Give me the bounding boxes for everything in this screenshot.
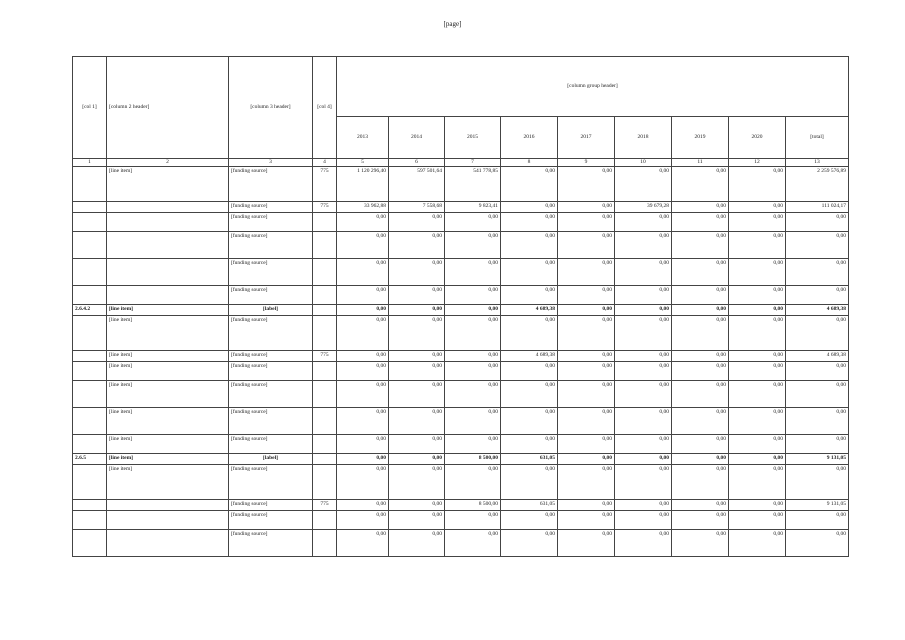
row-name: [line item]	[107, 316, 229, 351]
row-value: 0,00	[729, 454, 786, 465]
header-year: 2014	[389, 117, 445, 159]
row-kbk	[313, 465, 337, 500]
row-value: 0,00	[501, 465, 558, 500]
row-source: [funding source]	[229, 511, 313, 530]
row-value: 0,00	[558, 202, 615, 213]
table-row	[73, 362, 849, 381]
row-kbk: 775	[313, 500, 337, 511]
row-value: 0,00	[672, 316, 729, 351]
row-name	[107, 511, 229, 530]
row-value: 0,00	[445, 213, 501, 232]
row-value: 0,00	[729, 316, 786, 351]
row-value: 0,00	[672, 213, 729, 232]
index-row	[73, 159, 849, 167]
row-value: 0,00	[558, 167, 615, 202]
index-cell: 5	[337, 159, 389, 167]
row-value: 0,00	[501, 362, 558, 381]
row-value: 0,00	[672, 286, 729, 305]
row-value: 0,00	[337, 213, 389, 232]
table-row	[73, 167, 849, 202]
row-value: 0,00	[337, 454, 389, 465]
row-code	[73, 213, 107, 232]
header-year: 2019	[672, 117, 729, 159]
row-kbk	[313, 435, 337, 454]
row-value: 0,00	[389, 351, 445, 362]
row-code	[73, 500, 107, 511]
row-source: [funding source]	[229, 408, 313, 435]
row-kbk	[313, 408, 337, 435]
row-source: [funding source]	[229, 213, 313, 232]
header-col4: [col 4]	[313, 57, 337, 159]
table-row	[73, 202, 849, 213]
row-value: 0,00	[729, 435, 786, 454]
row-value: 0,00	[501, 316, 558, 351]
header-year: 2016	[501, 117, 558, 159]
row-value: 0,00	[615, 465, 672, 500]
row-kbk	[313, 530, 337, 557]
row-value: 0,00	[729, 286, 786, 305]
row-name	[107, 213, 229, 232]
row-value: 0,00	[501, 202, 558, 213]
index-cell: 13	[786, 159, 849, 167]
row-value: 33 962,88	[337, 202, 389, 213]
row-value: 0,00	[337, 259, 389, 286]
row-kbk	[313, 259, 337, 286]
row-value: 0,00	[615, 362, 672, 381]
row-kbk	[313, 316, 337, 351]
header-year: 2018	[615, 117, 672, 159]
row-value: 0,00	[337, 511, 389, 530]
table-row	[73, 408, 849, 435]
row-total: 0,00	[786, 511, 849, 530]
row-kbk	[313, 511, 337, 530]
row-value: 0,00	[389, 465, 445, 500]
header-year: 2017	[558, 117, 615, 159]
row-value: 0,00	[615, 167, 672, 202]
row-value: 0,00	[445, 316, 501, 351]
row-value: 0,00	[445, 286, 501, 305]
row-value: 541 778,85	[445, 167, 501, 202]
row-total: 0,00	[786, 465, 849, 500]
row-value: 0,00	[389, 381, 445, 408]
table-row	[73, 351, 849, 362]
row-value: 0,00	[445, 362, 501, 381]
row-value: 0,00	[445, 381, 501, 408]
row-value: 0,00	[501, 381, 558, 408]
index-cell: 12	[729, 159, 786, 167]
row-total: 0,00	[786, 316, 849, 351]
row-kbk	[313, 232, 337, 259]
page-number: [page]	[443, 20, 462, 28]
row-value: 0,00	[672, 381, 729, 408]
table-row	[73, 286, 849, 305]
row-value: 9 823,41	[445, 202, 501, 213]
row-value: 0,00	[615, 351, 672, 362]
row-value: 0,00	[672, 362, 729, 381]
row-value: 0,00	[501, 511, 558, 530]
row-value: 0,00	[672, 232, 729, 259]
row-value: 39 679,28	[615, 202, 672, 213]
row-value: 0,00	[729, 351, 786, 362]
row-value: 0,00	[558, 465, 615, 500]
row-value: 0,00	[389, 454, 445, 465]
row-value: 0,00	[615, 408, 672, 435]
row-code	[73, 511, 107, 530]
row-total: 9 131,05	[786, 454, 849, 465]
row-value: 0,00	[615, 530, 672, 557]
row-value: 0,00	[729, 213, 786, 232]
row-value: 0,00	[389, 232, 445, 259]
row-value: 0,00	[558, 213, 615, 232]
row-value: 0,00	[729, 500, 786, 511]
row-source: [label]	[229, 454, 313, 465]
index-cell: 9	[558, 159, 615, 167]
table-row	[73, 530, 849, 557]
table-row	[73, 435, 849, 454]
row-value: 0,00	[445, 530, 501, 557]
row-value: 0,00	[389, 213, 445, 232]
row-name	[107, 202, 229, 213]
row-value: 1 120 296,40	[337, 167, 389, 202]
row-source: [funding source]	[229, 435, 313, 454]
row-code	[73, 202, 107, 213]
row-value: 0,00	[558, 408, 615, 435]
row-total: 0,00	[786, 362, 849, 381]
row-value: 0,00	[729, 202, 786, 213]
row-source: [funding source]	[229, 362, 313, 381]
row-value: 0,00	[337, 408, 389, 435]
row-value: 0,00	[615, 259, 672, 286]
table-row	[73, 465, 849, 500]
row-value: 0,00	[389, 530, 445, 557]
row-value: 0,00	[337, 362, 389, 381]
row-value: 0,00	[729, 530, 786, 557]
row-total: 4 689,38	[786, 351, 849, 362]
row-value: 0,00	[389, 435, 445, 454]
row-value: 4 689,38	[501, 351, 558, 362]
row-name: [line item]	[107, 465, 229, 500]
row-kbk: 775	[313, 202, 337, 213]
row-value: 0,00	[672, 305, 729, 316]
row-value: 7 558,68	[389, 202, 445, 213]
row-source: [funding source]	[229, 465, 313, 500]
row-total: 2 259 576,89	[786, 167, 849, 202]
row-code	[73, 465, 107, 500]
row-name: [line item]	[107, 351, 229, 362]
row-total: 111 024,17	[786, 202, 849, 213]
row-code	[73, 362, 107, 381]
row-total: 0,00	[786, 381, 849, 408]
row-name: [line item]	[107, 305, 229, 316]
table-row	[73, 381, 849, 408]
table-row	[73, 511, 849, 530]
row-value: 0,00	[672, 511, 729, 530]
row-value: 0,00	[445, 305, 501, 316]
header-year: 2020	[729, 117, 786, 159]
row-code	[73, 408, 107, 435]
row-kbk	[313, 362, 337, 381]
row-value: 8 500,00	[445, 454, 501, 465]
row-code	[73, 530, 107, 557]
row-value: 0,00	[337, 465, 389, 500]
row-value: 0,00	[337, 530, 389, 557]
row-value: 0,00	[337, 232, 389, 259]
row-code	[73, 435, 107, 454]
row-value: 0,00	[389, 408, 445, 435]
row-source: [funding source]	[229, 232, 313, 259]
row-value: 0,00	[558, 511, 615, 530]
row-value: 0,00	[389, 316, 445, 351]
row-value: 0,00	[729, 305, 786, 316]
row-total: 0,00	[786, 408, 849, 435]
row-code	[73, 381, 107, 408]
header-col3: [column 3 header]	[229, 57, 313, 159]
row-name	[107, 232, 229, 259]
row-value: 8 500,00	[445, 500, 501, 511]
header-total: [total]	[786, 117, 849, 159]
budget-table	[72, 56, 849, 557]
row-name	[107, 530, 229, 557]
index-cell: 2	[107, 159, 229, 167]
row-value: 0,00	[672, 408, 729, 435]
index-cell: 6	[389, 159, 445, 167]
row-value: 0,00	[672, 530, 729, 557]
table-row	[73, 500, 849, 511]
row-code	[73, 316, 107, 351]
row-value: 0,00	[445, 351, 501, 362]
row-source: [label]	[229, 305, 313, 316]
index-cell: 3	[229, 159, 313, 167]
row-value: 0,00	[672, 435, 729, 454]
row-value: 0,00	[672, 202, 729, 213]
row-source: [funding source]	[229, 351, 313, 362]
row-value: 0,00	[615, 213, 672, 232]
row-code	[73, 286, 107, 305]
row-value: 0,00	[558, 454, 615, 465]
row-value: 0,00	[615, 316, 672, 351]
row-value: 0,00	[729, 511, 786, 530]
row-name: [line item]	[107, 381, 229, 408]
row-value: 0,00	[389, 362, 445, 381]
header-col2: [column 2 header]	[107, 57, 229, 159]
row-value: 0,00	[337, 381, 389, 408]
row-value: 0,00	[672, 465, 729, 500]
index-cell: 11	[672, 159, 729, 167]
row-total: 0,00	[786, 232, 849, 259]
row-value: 0,00	[729, 362, 786, 381]
row-name	[107, 259, 229, 286]
row-kbk	[313, 454, 337, 465]
row-value: 0,00	[501, 213, 558, 232]
row-total: 0,00	[786, 435, 849, 454]
row-value: 0,00	[615, 305, 672, 316]
row-source: [funding source]	[229, 500, 313, 511]
row-value: 0,00	[501, 286, 558, 305]
row-kbk: 775	[313, 167, 337, 202]
row-value: 0,00	[615, 381, 672, 408]
row-value: 0,00	[558, 435, 615, 454]
row-value: 0,00	[558, 286, 615, 305]
row-value: 0,00	[445, 465, 501, 500]
row-value: 0,00	[615, 232, 672, 259]
row-value: 0,00	[389, 259, 445, 286]
row-value: 0,00	[558, 232, 615, 259]
row-value: 0,00	[729, 167, 786, 202]
row-value: 0,00	[445, 408, 501, 435]
row-value: 0,00	[445, 232, 501, 259]
row-total: 0,00	[786, 213, 849, 232]
row-code	[73, 167, 107, 202]
row-value: 0,00	[558, 530, 615, 557]
table-row	[73, 305, 849, 316]
row-value: 631,05	[501, 454, 558, 465]
row-total: 4 689,38	[786, 305, 849, 316]
row-source: [funding source]	[229, 167, 313, 202]
index-cell: 7	[445, 159, 501, 167]
row-value: 0,00	[337, 305, 389, 316]
row-value: 0,00	[445, 435, 501, 454]
row-name: [line item]	[107, 454, 229, 465]
row-value: 0,00	[615, 454, 672, 465]
row-value: 0,00	[337, 351, 389, 362]
row-source: [funding source]	[229, 316, 313, 351]
row-value: 0,00	[445, 259, 501, 286]
row-total: 0,00	[786, 286, 849, 305]
row-total: 0,00	[786, 259, 849, 286]
row-value: 0,00	[501, 232, 558, 259]
row-value: 0,00	[337, 500, 389, 511]
row-value: 0,00	[389, 500, 445, 511]
row-value: 0,00	[558, 362, 615, 381]
header-group: [column group header]	[337, 57, 849, 117]
row-value: 0,00	[501, 530, 558, 557]
row-value: 0,00	[672, 259, 729, 286]
row-value: 0,00	[558, 305, 615, 316]
row-value: 0,00	[389, 305, 445, 316]
row-code: 2.6.4.2	[73, 305, 107, 316]
row-name	[107, 500, 229, 511]
row-total: 0,00	[786, 530, 849, 557]
table-row	[73, 454, 849, 465]
table-row	[73, 232, 849, 259]
row-value: 0,00	[672, 500, 729, 511]
index-cell: 4	[313, 159, 337, 167]
row-total: 9 131,05	[786, 500, 849, 511]
header-year: 2015	[445, 117, 501, 159]
row-source: [funding source]	[229, 530, 313, 557]
row-value: 0,00	[337, 316, 389, 351]
row-kbk	[313, 381, 337, 408]
row-code	[73, 259, 107, 286]
row-value: 0,00	[672, 351, 729, 362]
row-name	[107, 286, 229, 305]
row-value: 0,00	[558, 316, 615, 351]
row-value: 631,05	[501, 500, 558, 511]
row-code	[73, 232, 107, 259]
row-value: 0,00	[558, 381, 615, 408]
row-value: 4 689,38	[501, 305, 558, 316]
row-value: 0,00	[615, 286, 672, 305]
row-source: [funding source]	[229, 259, 313, 286]
row-value: 0,00	[615, 511, 672, 530]
row-value: 0,00	[501, 408, 558, 435]
row-kbk	[313, 213, 337, 232]
row-kbk	[313, 286, 337, 305]
row-name: [line item]	[107, 362, 229, 381]
index-cell: 8	[501, 159, 558, 167]
row-value: 0,00	[615, 435, 672, 454]
row-code	[73, 351, 107, 362]
row-value: 0,00	[729, 259, 786, 286]
header-col1: [col 1]	[73, 57, 107, 159]
table-row	[73, 316, 849, 351]
row-name: [line item]	[107, 167, 229, 202]
row-value: 0,00	[558, 351, 615, 362]
row-value: 0,00	[337, 435, 389, 454]
row-name: [line item]	[107, 408, 229, 435]
row-source: [funding source]	[229, 286, 313, 305]
row-value: 0,00	[615, 500, 672, 511]
row-value: 0,00	[672, 167, 729, 202]
row-value: 0,00	[672, 454, 729, 465]
header-year: 2013	[337, 117, 389, 159]
row-value: 0,00	[389, 286, 445, 305]
row-value: 0,00	[729, 408, 786, 435]
row-value: 0,00	[558, 500, 615, 511]
row-source: [funding source]	[229, 381, 313, 408]
row-source: [funding source]	[229, 202, 313, 213]
index-cell: 10	[615, 159, 672, 167]
row-value: 0,00	[558, 259, 615, 286]
table-row	[73, 213, 849, 232]
row-kbk: 775	[313, 351, 337, 362]
index-cell: 1	[73, 159, 107, 167]
row-value: 0,00	[389, 511, 445, 530]
table-row	[73, 259, 849, 286]
row-value: 597 501,64	[389, 167, 445, 202]
row-value: 0,00	[729, 465, 786, 500]
row-value: 0,00	[501, 167, 558, 202]
row-value: 0,00	[729, 232, 786, 259]
row-value: 0,00	[501, 435, 558, 454]
row-code: 2.6.5	[73, 454, 107, 465]
row-value: 0,00	[337, 286, 389, 305]
row-value: 0,00	[729, 381, 786, 408]
row-name: [line item]	[107, 435, 229, 454]
row-value: 0,00	[501, 259, 558, 286]
row-kbk	[313, 305, 337, 316]
row-value: 0,00	[445, 511, 501, 530]
